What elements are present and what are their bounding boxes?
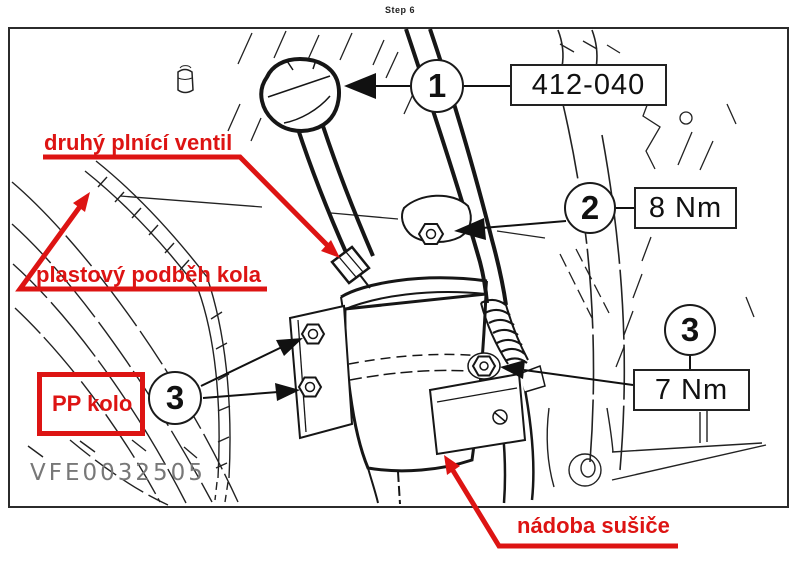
callout-balloon-3-right <box>664 304 716 356</box>
wheel-arch-lines <box>12 161 238 505</box>
torque-box-8nm: 8 Nm <box>634 187 737 229</box>
stud-drawing <box>178 66 193 93</box>
union-nut-drawing <box>468 353 500 379</box>
step-heading: Step 6 <box>384 5 415 15</box>
callout-number: 1 <box>427 67 447 104</box>
callout-balloon-2 <box>564 182 616 234</box>
drawing-code: VFE0032505 <box>30 460 206 486</box>
callout-number: 2 <box>580 189 600 226</box>
callout-balloon-1 <box>410 59 464 113</box>
protective-cap-drawing <box>261 59 339 131</box>
drier-annotation: nádoba sušiče <box>517 513 670 538</box>
pp-wheel-annotation-box <box>37 372 145 436</box>
callout-number: 3 <box>165 379 185 416</box>
hose-a-drawing <box>297 120 373 268</box>
valve-annotation: druhý plnící ventil <box>44 130 233 155</box>
part-number-box: 412-040 <box>510 64 667 106</box>
wheel-arch-annotation: plastový podběh kola <box>36 262 261 287</box>
torque-box-7nm: 7 Nm <box>633 369 750 411</box>
callout-balloon-3-left <box>148 371 202 425</box>
pp-wheel-annotation: PP kolo <box>52 391 133 416</box>
callout-number: 3 <box>680 311 700 348</box>
upper-bolt-drawing <box>402 196 471 244</box>
charge-valve-drawing <box>332 247 370 288</box>
bracket-bolts-drawing <box>290 306 352 438</box>
